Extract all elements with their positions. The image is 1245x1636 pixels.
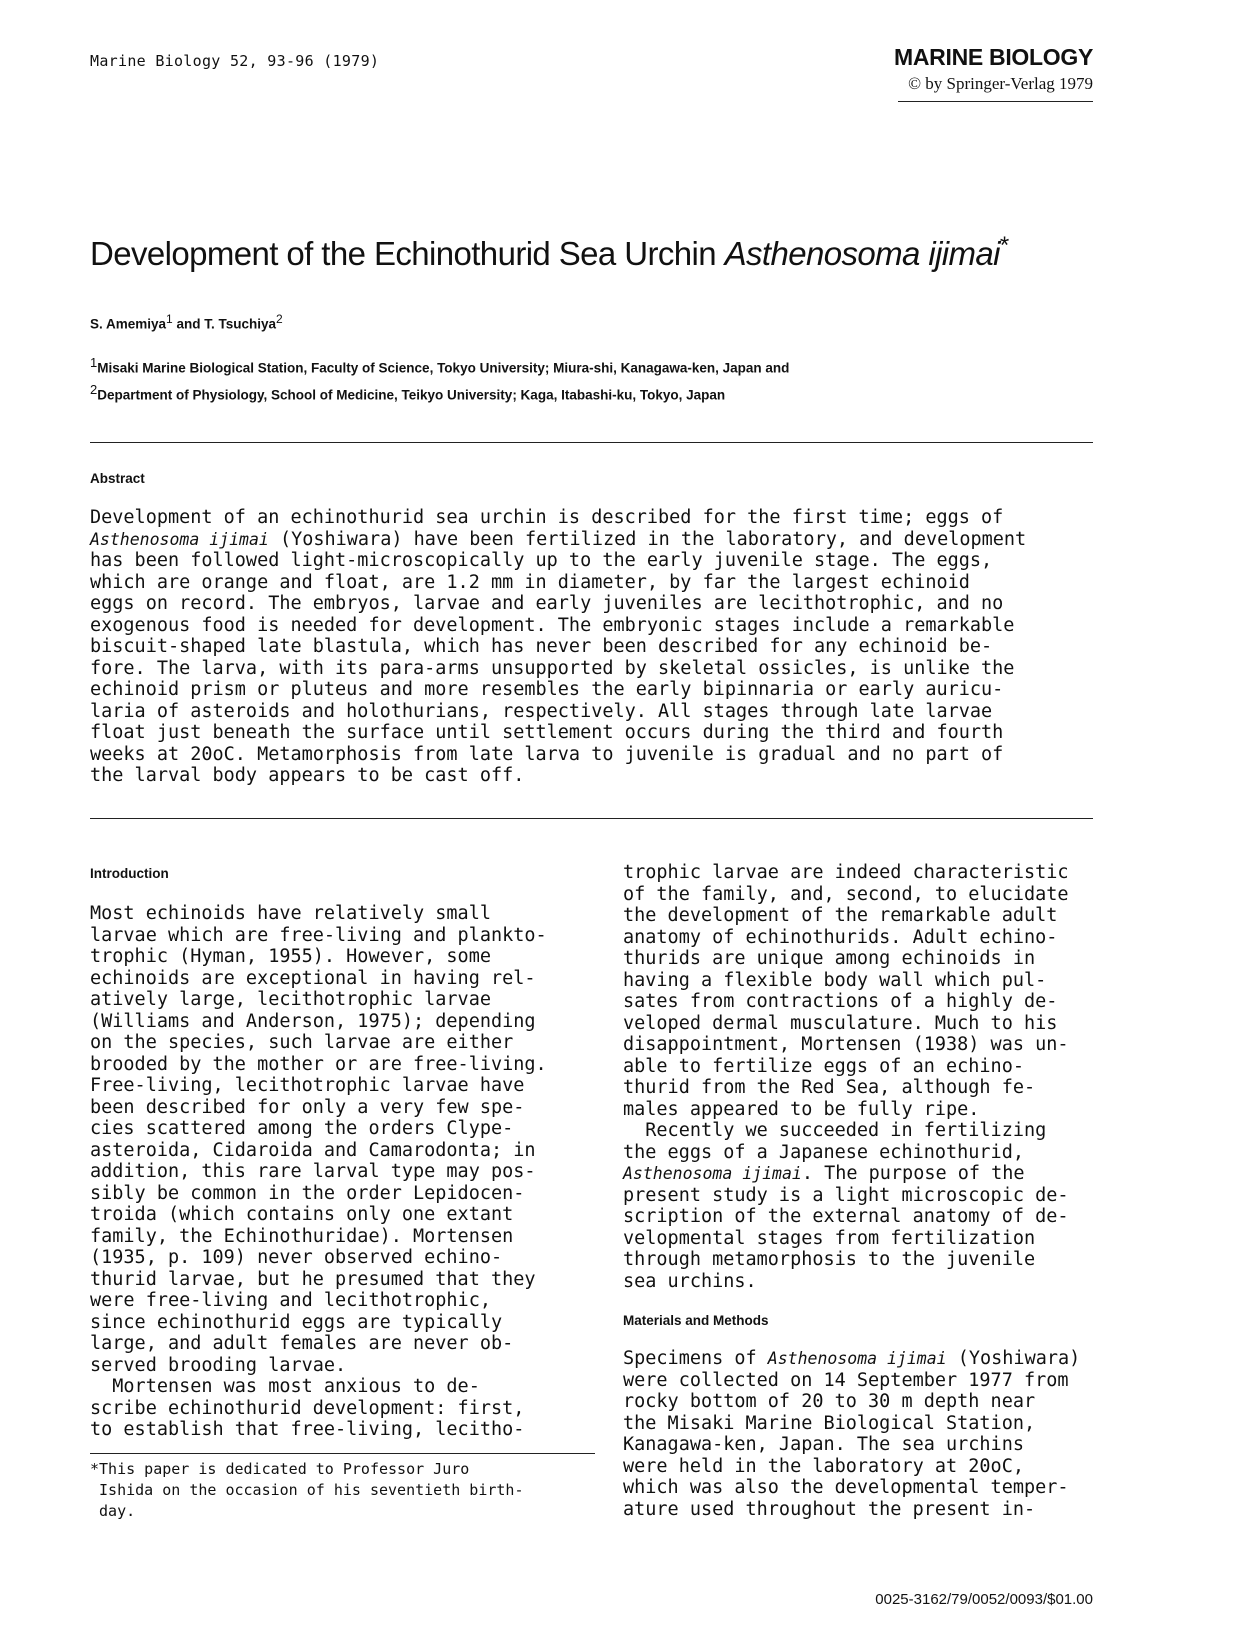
text-line: trophic (Hyman, 1955). However, some: [90, 946, 491, 967]
text-line: to establish that free-living, lecitho-: [90, 1419, 525, 1440]
text-line: able to fertilize eggs of an echino-: [623, 1055, 1024, 1077]
text-line: (Williams and Anderson, 1975); depending: [90, 1010, 536, 1032]
text-line: thurid from the Red Sea, although fe-: [623, 1077, 1036, 1098]
introduction-heading: Introduction: [90, 866, 169, 881]
header-rule: [898, 101, 1093, 102]
text-line: through metamorphosis to the juvenile: [623, 1249, 1036, 1270]
abstract-text: [90, 507, 1026, 787]
text-line: larvae which are free-living and plankto-: [90, 924, 547, 946]
materials-methods-heading: Materials and Methods: [623, 1313, 769, 1328]
text-line: addition, this rare larval type may pos-: [90, 1161, 536, 1182]
text-line: on the species, such larvae are either: [90, 1032, 514, 1053]
text-line: atively large, lecithotrophic larvae: [90, 989, 491, 1010]
abstract-line: echinoid prism or pluteus and more resembles the early bipinnaria or early auricu-: [90, 679, 1004, 700]
text-line: were held in the laboratory at 20oC,: [623, 1455, 1024, 1477]
abstract-line: exogenous food is needed for development. The embryonic stages include a remarkable: [90, 614, 1015, 636]
title-footnote-mark: *: [999, 232, 1009, 259]
abstract-top-rule: [90, 442, 1093, 443]
text-line: ature used throughout the present in-: [623, 1498, 1036, 1520]
text-line: scribe echinothurid development: first,: [90, 1397, 525, 1419]
journal-name: MARINE BIOLOGY: [894, 44, 1093, 70]
author-2: and T. Tsuchiya: [172, 316, 277, 332]
text-line: Recently we succeeded in fertilizing: [623, 1120, 1047, 1141]
abstract-line: the larval body appears to be cast off.: [90, 765, 525, 786]
title-main: Development of the Echinothurid Sea Urchin: [90, 235, 725, 272]
abstract-line: eggs on record. The embryos, larvae and early juveniles are lecithotrophic, and no: [90, 593, 1004, 614]
text-line: Asthenosoma ijimai. The purpose of the: [623, 1163, 1025, 1184]
introduction-continued: [623, 862, 1069, 1292]
abstract-line: weeks at 20oC. Metamorphosis from late larva to juvenile is gradual and no part of: [90, 743, 1004, 765]
species-name: Asthenosoma ijimai: [90, 529, 269, 549]
abstract-line: has been followed light-microscopically up to the early juvenile stage. The eggs,: [90, 550, 993, 571]
footnote-line: day.: [90, 1502, 136, 1520]
text-line: the development of the remarkable adult: [623, 905, 1058, 926]
text-line: Kanagawa-ken, Japan. The sea urchins: [623, 1434, 1024, 1455]
text-line: (1935, p. 109) never observed echino-: [90, 1247, 503, 1268]
text-line: Specimens of Asthenosoma ijimai (Yoshiwara): [623, 1348, 1081, 1369]
text-line: rocky bottom of 20 to 30 m depth near: [623, 1391, 1036, 1412]
affiliation-1-text: Misaki Marine Biological Station, Faculty of Science, Tokyo University; Miura-shi, Kanagawa-ken, Japan and: [97, 360, 790, 376]
text-line: disappointment, Mortensen (1938) was un-: [623, 1034, 1069, 1055]
text-line: sates from contractions of a highly de-: [623, 991, 1058, 1012]
affiliation-2-sup: 2: [90, 382, 98, 397]
abstract-heading: Abstract: [90, 471, 145, 486]
footnote: [90, 1459, 523, 1522]
author-1-sup: 1: [166, 312, 173, 326]
text-line: been described for only a very few spe-: [90, 1096, 525, 1118]
species-name: Asthenosoma ijimai: [623, 1164, 802, 1183]
text-line: Free-living, lecithotrophic larvae have: [90, 1075, 525, 1096]
affiliation-2: [90, 382, 725, 403]
text-line: males appeared to be fully ripe.: [623, 1098, 980, 1120]
footnote-line: *This paper is dedicated to Professor Juro: [90, 1460, 470, 1478]
text-line: troida (which contains only one extant: [90, 1204, 514, 1225]
abstract-line: fore. The larva, with its para-arms unsupported by skeletal ossicles, is unlike the: [90, 657, 1015, 679]
text-line: served brooding larvae.: [90, 1354, 347, 1376]
species-name: Asthenosoma ijimai: [767, 1349, 947, 1368]
text-line: of the family, and, second, to elucidate: [623, 883, 1069, 905]
text-line: trophic larvae are indeed characteristic: [623, 862, 1069, 883]
introduction-text: [90, 903, 547, 1441]
text-line: cies scattered among the orders Clype-: [90, 1118, 514, 1139]
abstract-bottom-rule: [90, 818, 1093, 819]
text-line: the Misaki Marine Biological Station,: [623, 1412, 1036, 1434]
text-line: scription of the external anatomy of de-: [623, 1206, 1069, 1227]
text-line: which was also the developmental temper-: [623, 1477, 1069, 1498]
article-code: 0025-3162/79/0052/0093/$01.00: [875, 1591, 1093, 1608]
text-line: veloped dermal musculature. Much to his: [623, 1012, 1058, 1034]
text-line: large, and adult females are never ob-: [90, 1333, 514, 1354]
affiliation-2-text: Department of Physiology, School of Medicine, Teikyo University; Kaga, Itabashi-ku, Tokyo, Japan: [97, 387, 726, 403]
materials-methods-text: [623, 1348, 1080, 1520]
text-line: were free-living and lecithotrophic,: [90, 1290, 491, 1311]
text-line: velopmental stages from fertilization: [623, 1227, 1036, 1249]
text-line: since echinothurid eggs are typically: [90, 1311, 503, 1333]
author-1: S. Amemiya: [90, 316, 167, 332]
authors: [90, 312, 283, 332]
copyright-line: © by Springer-Verlag 1979: [908, 74, 1093, 93]
journal-citation: Marine Biology 52, 93-96 (1979): [90, 52, 380, 70]
text-line: Most echinoids have relatively small: [90, 903, 491, 924]
text-line: present study is a light microscopic de-: [623, 1184, 1069, 1206]
text-line: asteroida, Cidaroida and Camarodonta; in: [90, 1139, 536, 1161]
text-line: echinoids are exceptional in having rel-: [90, 967, 536, 989]
abstract-line: which are orange and float, are 1.2 mm in diameter, by far the largest echinoid: [90, 571, 970, 593]
footnote-rule: [90, 1453, 595, 1454]
abstract-line: laria of asteroids and holothurians, respectively. All stages through late larvae: [90, 700, 993, 722]
abstract-line: biscuit-shaped late blastula, which has never been described for any echinoid be-: [90, 636, 993, 657]
text-line: thurid larvae, but he presumed that they: [90, 1268, 536, 1290]
text-line: sibly be common in the order Lepidocen-: [90, 1182, 525, 1204]
text-line: were collected on 14 September 1977 from: [623, 1369, 1069, 1391]
affiliation-1-sup: 1: [90, 355, 98, 370]
footnote-line: Ishida on the occasion of his seventieth birth-: [90, 1481, 524, 1499]
abstract-line: Asthenosoma ijimai (Yoshiwara) have been fertilized in the laboratory, and development: [90, 528, 1027, 550]
title-species: Asthenosoma ijimai: [724, 235, 1000, 272]
article-title: [90, 232, 1009, 273]
author-2-sup: 2: [276, 312, 283, 326]
text-line: the eggs of a Japanese echinothurid,: [623, 1141, 1024, 1163]
text-line: having a flexible body wall which pul-: [623, 969, 1047, 991]
text-line: Mortensen was most anxious to de-: [90, 1376, 480, 1397]
text-line: brooded by the mother or are free-living.: [90, 1053, 547, 1075]
abstract-line: float just beneath the surface until settlement occurs during the third and fourth: [90, 722, 1004, 743]
affiliation-1: [90, 355, 789, 376]
text-line: sea urchins.: [623, 1270, 757, 1292]
text-line: anatomy of echinothurids. Adult echino-: [623, 926, 1058, 948]
text-line: family, the Echinothuridae). Mortensen: [90, 1225, 514, 1247]
text-line: thurids are unique among echinoids in: [623, 948, 1036, 969]
abstract-line: Development of an echinothurid sea urchin is described for the first time; eggs of: [90, 507, 1004, 528]
